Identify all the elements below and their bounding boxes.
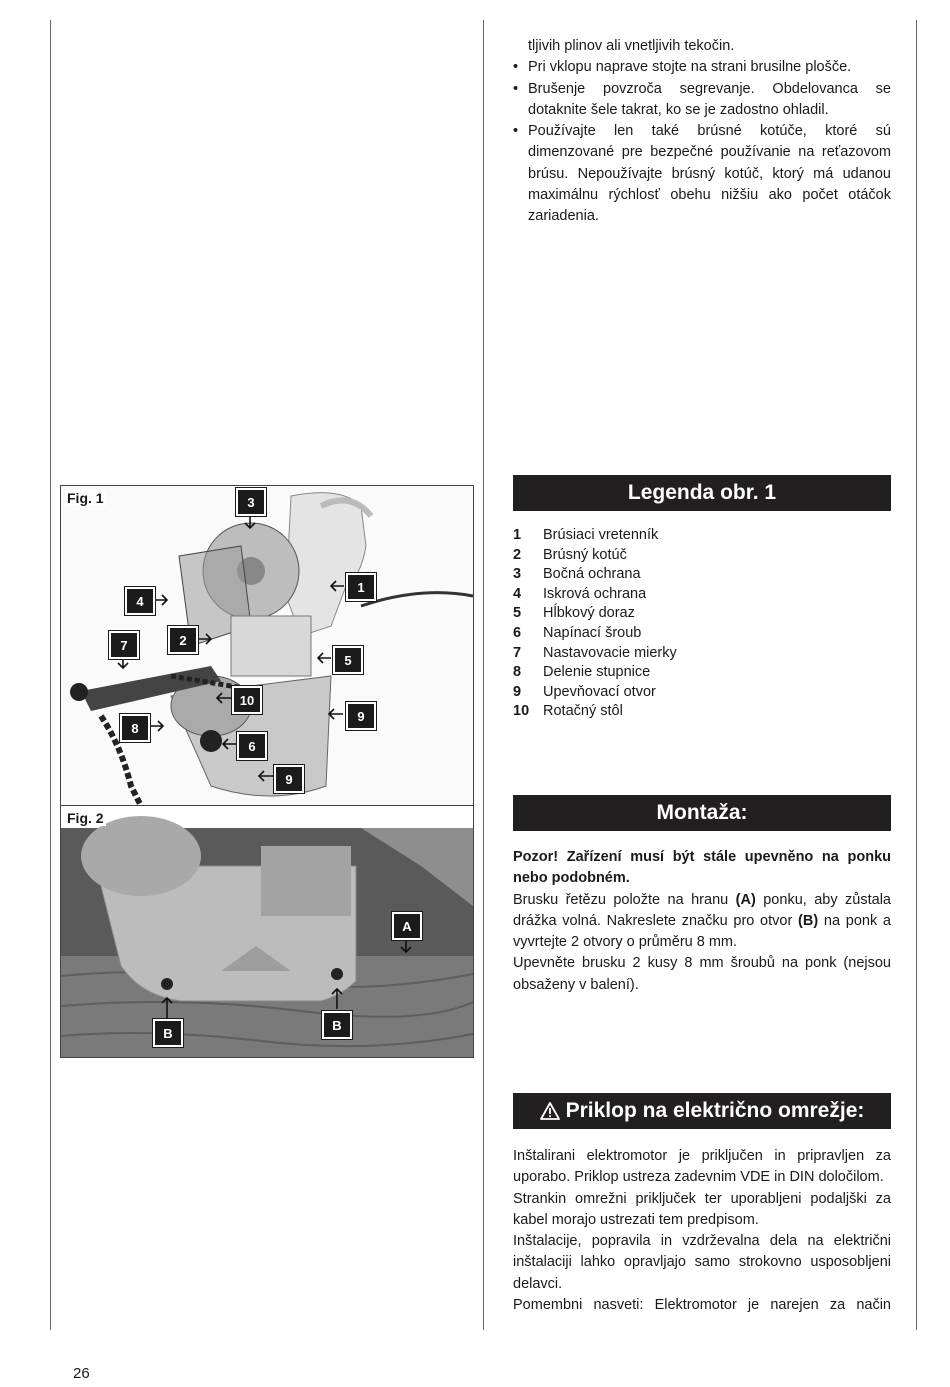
legend-list	[513, 526, 891, 722]
list-item: 5 Hĺbkový doraz	[513, 605, 635, 622]
legend-heading	[513, 475, 891, 511]
power-connection-title: Priklop na električno omrežje:	[565, 1099, 865, 1122]
figure-1-label: Fig. 1	[67, 490, 104, 506]
assembly-text	[513, 847, 891, 996]
callout-badge: 8	[120, 714, 150, 742]
assembly-warning: Pozor! Zařízení musí být stále upevněno na ponku nebo podobném.	[513, 849, 891, 887]
list-item: 2 Brúsný kotúč	[513, 546, 627, 563]
right-margin-rule	[916, 20, 917, 1330]
list-item: 8 Delenie stupnice	[513, 664, 651, 681]
power-paragraph: Pomembni nasveti: Elektromotor je narejen za način	[513, 1297, 891, 1314]
callout-badge: 3	[236, 488, 266, 516]
callout-badge: 7	[109, 631, 139, 659]
callout-badge: 2	[168, 626, 198, 654]
list-item: 4 Iskrová ochrana	[513, 585, 647, 602]
callout-badge: 5	[333, 646, 363, 674]
callout-badge: 9	[274, 765, 304, 793]
list-item: 3 Bočná ochrana	[513, 566, 641, 583]
callout-badge: B	[322, 1011, 352, 1039]
list-item: 6 Napínací šroub	[513, 624, 642, 641]
figure-1-photo	[60, 485, 474, 807]
power-connection-text	[513, 1146, 891, 1316]
legend-title: Legenda obr. 1	[627, 481, 777, 504]
callout-badge: B	[153, 1019, 183, 1047]
power-paragraph: Inštalirani elektromotor je priključen in pripravljen za uporabo. Priklop ustreza zadevnim VDE in DIN določilom.	[513, 1148, 891, 1186]
figure-2-label: Fig. 2	[67, 810, 104, 826]
assembly-heading	[513, 795, 891, 831]
page-number: 26	[73, 1365, 90, 1382]
callout-badge: 6	[237, 732, 267, 760]
list-item: 7 Nastavovacie mierky	[513, 644, 677, 661]
power-connection-heading	[513, 1093, 891, 1129]
figure-2-photo	[60, 805, 474, 1058]
assembly-paragraph: Brusku řetězu položte na hranu (A) ponku, aby zůstala drážka volná. Nakreslete značku pro otvor (B) na ponk a vyvrtejte 2 otvory o průměru 8 mm.	[513, 891, 891, 951]
power-paragraph: Inštalacije, popravila in vzdrževalna dela na električni inštalaciji lahko opravljajo samo strokovno usposobljeni delavci.	[513, 1233, 891, 1292]
assembly-paragraph: Upevněte brusku 2 kusy 8 mm šroubů na ponk (nejsou obsaženy v balení).	[513, 955, 891, 993]
safety-bullets	[513, 36, 891, 228]
callout-badge: 4	[125, 587, 155, 615]
list-item: 9 Upevňovací otvor	[513, 683, 656, 700]
bullet-item: • Používajte len také brúsné kotúče, ktoré sú dimenzované pre bezpečné používanie na reťazovom brúsu. Nepoužívajte brúsný kotúč, ktorý má udanou maximálnu rýchlosť obehu nižšiu ako počet otáčok zariadenia.	[513, 123, 891, 225]
left-margin-rule	[50, 20, 51, 1330]
list-item: 10 Rotačný stôl	[513, 703, 623, 720]
continuation-line: tljivih plinov ali vnetljivih tekočin.	[528, 38, 735, 54]
warning-triangle-icon	[540, 1102, 560, 1120]
callout-badge: A	[392, 912, 422, 940]
bullet-item: • Pri vklopu naprave stojte na strani brusilne plošče.	[513, 59, 852, 76]
callout-badge: 9	[346, 702, 376, 730]
list-item: 1 Brúsiaci vretenník	[513, 527, 659, 543]
callout-badge: 10	[232, 686, 262, 714]
assembly-title: Montaža:	[656, 801, 748, 824]
callout-badge: 1	[346, 573, 376, 601]
bullet-item: • Brušenje povzroča segrevanje. Obdelovanca se dotaknite šele takrat, ko se je zadostno ohladil.	[513, 80, 891, 118]
column-divider	[483, 20, 484, 1330]
power-paragraph: Strankin omrežni priključek ter uporabljeni podaljški za kabel morajo ustrezati tem predpisom.	[513, 1190, 891, 1228]
